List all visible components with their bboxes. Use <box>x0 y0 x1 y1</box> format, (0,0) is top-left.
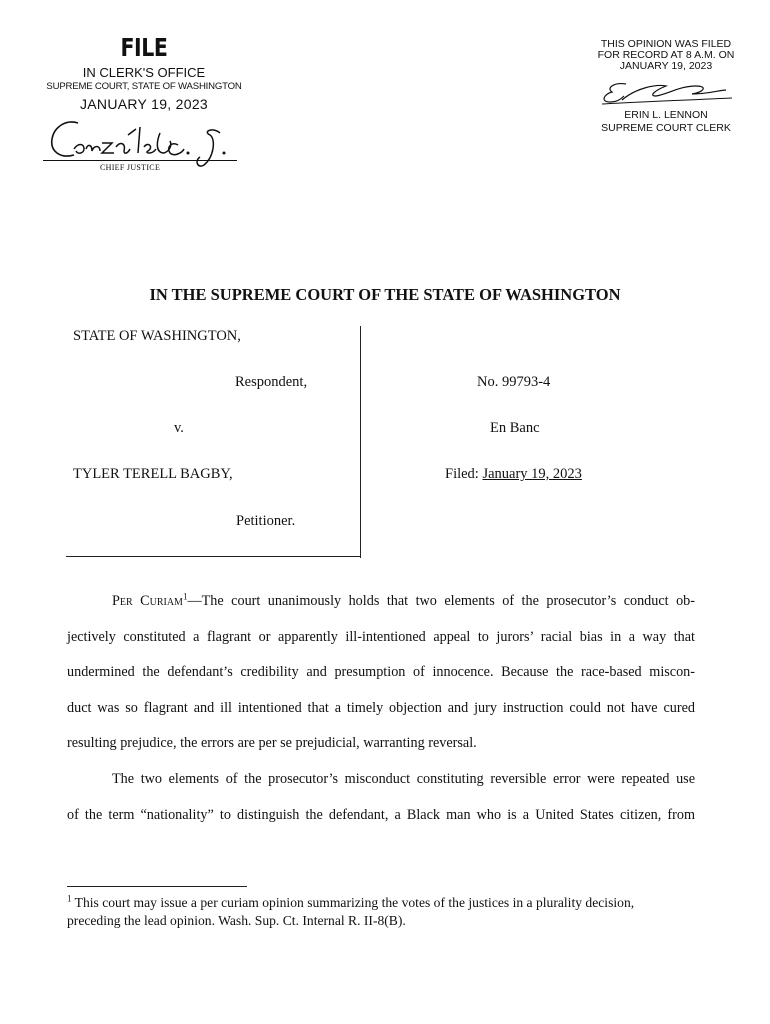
opinion-filed-stamp <box>588 39 744 72</box>
caption-role-petitioner: Petitioner. <box>236 513 296 529</box>
caption-party-respondent: STATE OF WASHINGTON, <box>73 328 241 344</box>
clerk-file-stamp <box>30 33 258 113</box>
chief-justice-title: CHIEF JUSTICE <box>100 163 161 172</box>
filed-stamp-line-3: JANUARY 19, 2023 <box>619 60 713 72</box>
footnote <box>67 894 695 930</box>
footnote-line <box>67 894 695 912</box>
file-stamp-title: FILE <box>120 33 168 62</box>
per-curiam-lead: Per Curiam <box>112 593 183 609</box>
footnote-ref: 1 <box>182 591 188 602</box>
footnote-text: This court may issue a per curiam opinion summarizing the votes of the justices in a plurality decision, <box>71 895 635 910</box>
clerk-office-label: IN CLERK'S OFFICE <box>82 65 206 80</box>
footnote-line: preceding the lead opinion. Wash. Sup. Ct. Internal R. II-8(B). <box>67 913 406 928</box>
court-name-label: SUPREME COURT, STATE OF WASHINGTON <box>46 81 242 92</box>
footnote-marker: 1 <box>67 893 72 904</box>
paragraph-line: jectively constituted a flagrant or apparently ill-intentioned appeal to jurors’ racial bias in a way that <box>67 628 695 645</box>
filed-date-line <box>445 466 582 483</box>
filed-stamp-line-2: FOR RECORD AT 8 A.M. ON <box>597 49 735 61</box>
case-number: No. 99793-4 <box>477 374 551 390</box>
opinion-paragraph-2 <box>67 762 695 833</box>
paragraph-line: The two elements of the prosecutor’s misconduct constituting reversible error were repeated use <box>112 771 695 787</box>
caption-role-respondent: Respondent, <box>235 374 308 390</box>
file-stamp-date: JANUARY 19, 2023 <box>79 96 209 112</box>
opinion-paragraph-1 <box>67 584 695 762</box>
panel-en-banc: En Banc <box>490 420 540 436</box>
filed-label: Filed: <box>445 466 479 482</box>
footnote-rule <box>67 886 247 887</box>
paragraph-line <box>67 584 695 620</box>
paragraph-text: —The court unanimously holds that two elements of the prosecutor’s conduct ob- <box>187 593 696 609</box>
clerk-signature <box>596 78 734 108</box>
clerk-name: ERIN L. LENNON <box>624 109 708 121</box>
filed-date: January 19, 2023 <box>482 466 582 482</box>
filed-stamp-line-1: THIS OPINION WAS FILED <box>600 38 732 50</box>
caption-vertical-rule <box>360 326 361 558</box>
caption-horizontal-rule <box>66 556 361 557</box>
signature-line <box>43 160 237 161</box>
court-heading: IN THE SUPREME COURT OF THE STATE OF WASHINGTON <box>149 285 621 304</box>
caption-versus: v. <box>174 420 184 436</box>
paragraph-line: resulting prejudice, the errors are per se prejudicial, warranting reversal. <box>67 735 477 751</box>
paragraph-line: undermined the defendant’s credibility and presumption of innocence. Because the race-based miscon- <box>67 664 695 680</box>
paragraph-line: of the term “nationality” to distinguish the defendant, a Black man who is a United States citizen, from <box>67 806 695 823</box>
paragraph-line: duct was so flagrant and ill intentioned that a timely objection and jury instruction could not have cured <box>67 699 695 716</box>
clerk-block <box>588 109 744 134</box>
clerk-title: SUPREME COURT CLERK <box>601 121 731 134</box>
caption-party-petitioner: TYLER TERELL BAGBY, <box>73 466 233 482</box>
